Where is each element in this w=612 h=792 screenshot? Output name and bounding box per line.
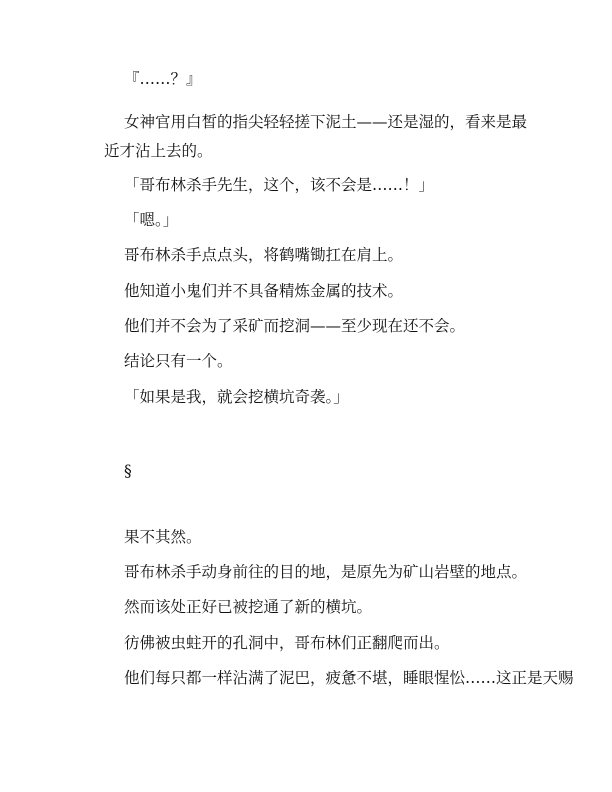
paragraph: 他们并不会为了采矿而挖洞——至少现在还不会。 (124, 317, 466, 335)
paragraph: 他知道小鬼们并不具备精炼金属的技术。 (124, 282, 404, 300)
section-break: § (124, 462, 132, 480)
paragraph: 哥布林杀手动身前往的目的地，是原先为矿山岩壁的地点。 (124, 563, 528, 581)
paragraph: 然而该处正好已被挖通了新的横坑。 (124, 598, 373, 616)
paragraph: 『……？』 (124, 70, 202, 88)
paragraph: 结论只有一个。 (124, 352, 233, 370)
paragraph: 他们每只都一样沾满了泥巴，疲惫不堪，睡眼惺忪……这正是天赐 (124, 669, 574, 687)
paragraph: 女神官用白皙的指尖轻轻搓下泥土——还是湿的，看来是最近才沾上去的。 (104, 113, 528, 160)
paragraph: 哥布林杀手点点头，将鹤嘴锄扛在肩上。 (124, 246, 404, 264)
paragraph: 彷佛被虫蛀开的孔洞中，哥布林们正翻爬而出。 (124, 634, 450, 652)
paragraph: 「如果是我，就会挖横坑奇袭。」 (124, 388, 349, 406)
paragraph: 「哥布林杀手先生，这个，该不会是……！」 (124, 176, 435, 194)
paragraph: 「嗯。」 (124, 211, 179, 229)
paragraph: 果不其然。 (124, 528, 202, 546)
